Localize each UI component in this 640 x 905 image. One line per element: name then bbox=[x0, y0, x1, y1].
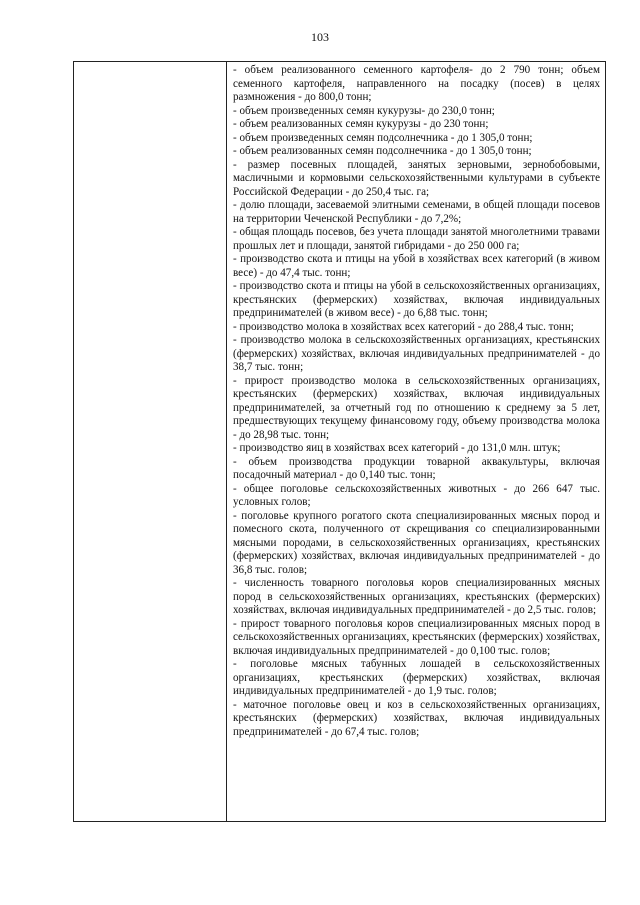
indicator-item: - объем произведенных семян кукурузы- до 230,0 тонн; bbox=[233, 104, 495, 117]
indicator-item: - маточное поголовье овец и коз в сельскохозяйственных организациях, крестьянских (фермерских) хозяйствах, включая индивидуальных предпринимателей - до 67,4 тыс. голов; bbox=[233, 698, 600, 738]
table-left-cell bbox=[74, 62, 227, 821]
indicator-item: - прирост товарного поголовья коров специализированных мясных пород в сельскохозяйственных организациях, крестьянских (фермерских) хозяйствах, включая индивидуальных предпринимателей - до 0,100 тыс. голов; bbox=[233, 617, 600, 657]
indicator-item: - размер посевных площадей, занятых зерновыми, зернобобовыми, масличными и кормовыми сельскохозяйственными культурами в субъекте Российской Федерации - до 250,4 тыс. га; bbox=[233, 158, 600, 198]
indicator-item: - долю площади, засеваемой элитными семенами, в общей площади посевов на территории Чеченской Республики - до 7,2%; bbox=[233, 199, 600, 225]
indicator-item: - объем реализованных семян кукурузы - до 230 тонн; bbox=[233, 118, 489, 130]
indicator-item: - численность товарного поголовья коров специализированных мясных пород в сельскохозяйственных организациях, крестьянских (фермерских) хозяйствах, включая индивидуальных предпринимателей - до 2,5 тыс. голов; bbox=[233, 577, 600, 616]
indicator-item: - производство молока в сельскохозяйственных организациях, крестьянских (фермерских) хозяйствах, включая индивидуальных предпринимателей - до 38,7 тыс. тонн; bbox=[233, 334, 600, 373]
indicator-item: - поголовье крупного рогатого скота специализированных мясных пород и помесного скота, полученного от скрещивания со специализированными мясными породами, в сельскохозяйственных организациях, крестьянских (фермерских) хозяйствах, включая индивидуальных предпринимателей - до 36,8 тыс. голов; bbox=[233, 509, 600, 576]
indicator-table bbox=[73, 61, 606, 822]
indicator-item: - производство скота и птицы на убой в сельскохозяйственных организациях, крестьянских (фермерских) хозяйствах, включая индивидуальных предпринимателей (в живом весе) - до 6,88 тыс. тонн; bbox=[233, 280, 600, 319]
indicator-item: - объем реализованных семян подсолнечника - до 1 305,0 тонн; bbox=[233, 145, 532, 157]
indicator-item: - общее поголовье сельскохозяйственных животных - до 266 647 тыс. условных голов; bbox=[233, 482, 600, 508]
page-number: 103 bbox=[311, 30, 329, 44]
indicator-item: - производство яиц в хозяйствах всех категорий - до 131,0 млн. штук; bbox=[233, 442, 561, 454]
indicator-item: - поголовье мясных табунных лошадей в сельскохозяйственных организациях, крестьянских (фермерских) хозяйствах, включая индивидуальных предпринимателей - до 1,9 тыс. голов; bbox=[233, 658, 600, 697]
indicator-item: - объем реализованного семенного картофеля- до 2 790 тонн; объем семенного картофеля, направленного на посадку (посев) в целях размножения - до 800,0 тонн; bbox=[233, 64, 600, 103]
indicator-item: - объем произведенных семян подсолнечника - до 1 305,0 тонн; bbox=[233, 131, 533, 144]
indicator-item: - производство скота и птицы на убой в хозяйствах всех категорий (в живом весе) - до 47,4 тыс. тонн; bbox=[233, 253, 600, 279]
indicator-item: - прирост производство молока в сельскохозяйственных организациях, крестьянских (фермерских) хозяйствах, включая индивидуальных предпринимателей, за отчетный год по отношению к среднему за 5 лет, предшествующих текущему финансовому году, объему производства молока - до 28,98 тыс. тонн; bbox=[233, 374, 600, 441]
table-right-cell bbox=[227, 62, 605, 821]
indicator-item: - общая площадь посевов, без учета площади занятой многолетними травами прошлых лет и площади, занятой гибридами - до 250 000 га; bbox=[233, 226, 600, 252]
indicator-item: - производство молока в хозяйствах всех категорий - до 288,4 тыс. тонн; bbox=[233, 320, 574, 333]
indicator-item: - объем производства продукции товарной аквакультуры, включая посадочный материал - до 0,140 тыс. тонн; bbox=[233, 455, 600, 481]
